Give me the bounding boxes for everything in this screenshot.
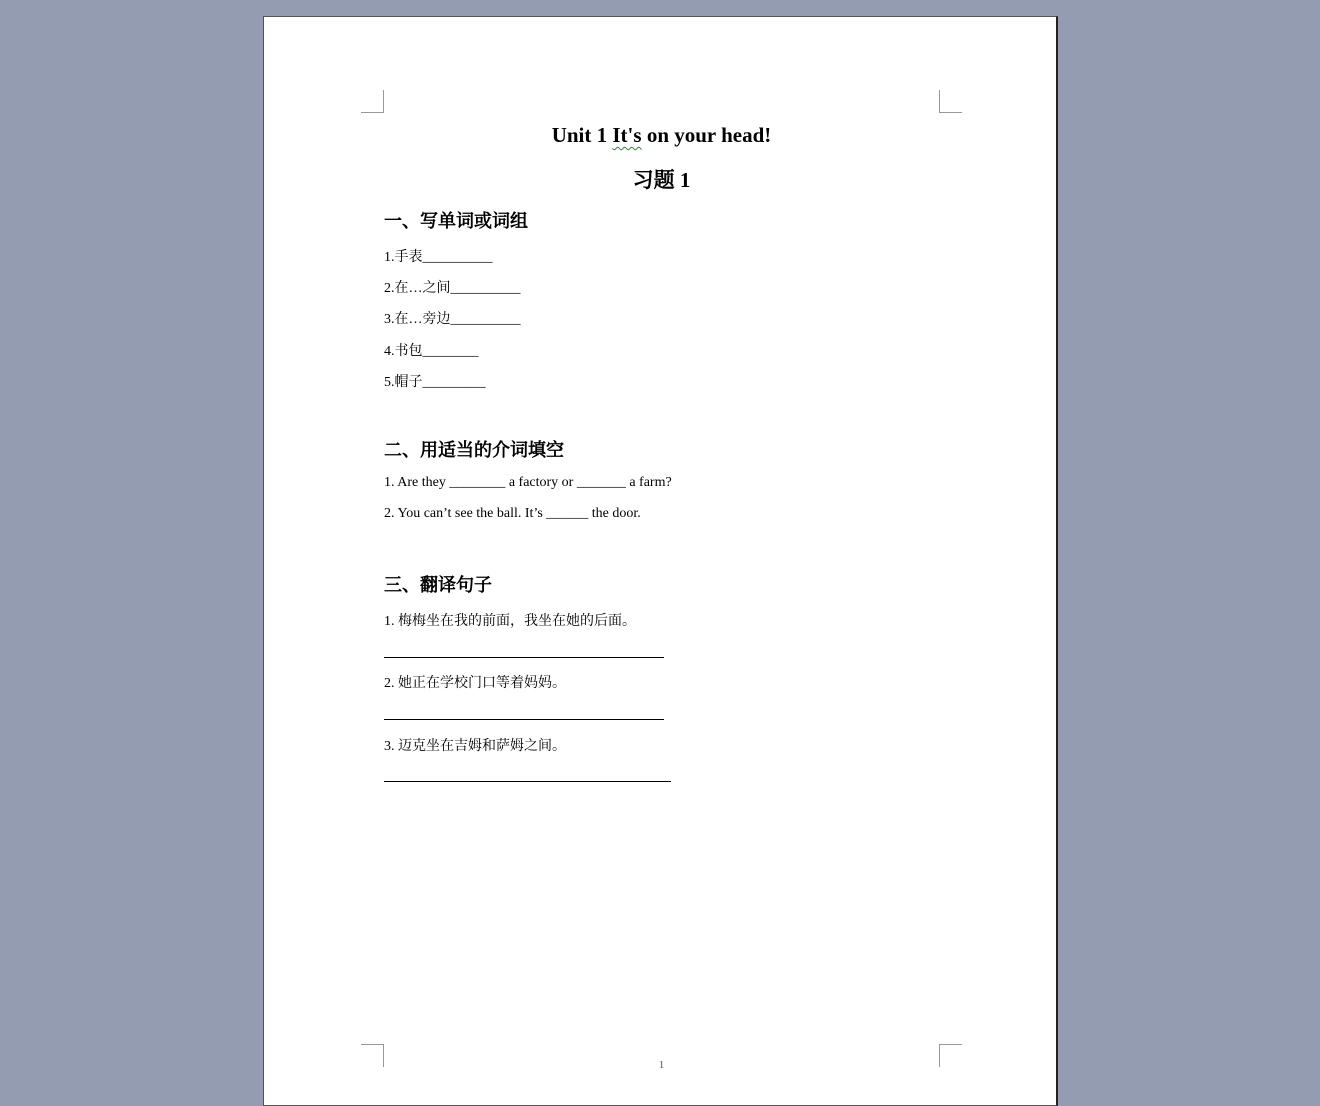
margin-corner-top-left [361, 90, 384, 113]
vocab-item-1: 1.手表__________ [384, 250, 493, 265]
vocab-item-2: 2.在…之间__________ [384, 281, 521, 296]
translation-item-3: 3. 迈克坐在吉姆和萨姆之间。 [384, 739, 566, 754]
preposition-item-1: 1. Are they ________ a factory or _______ a farm? [384, 475, 672, 490]
title-prefix: Unit 1 [551, 123, 613, 147]
answer-line-2 [384, 719, 664, 720]
vocab-item-5: 5.帽子_________ [384, 375, 486, 390]
vocab-item-4: 4.书包________ [384, 344, 479, 359]
section-heading-2: 二、用适当的介词填空 [384, 440, 564, 460]
document-page [263, 16, 1058, 1106]
answer-line-1 [384, 657, 664, 658]
page-number: 1 [658, 1059, 665, 1071]
translation-item-2: 2. 她正在学校门口等着妈妈。 [384, 676, 566, 691]
translation-item-1: 1. 梅梅坐在我的前面，我坐在她的后面。 [384, 614, 636, 629]
title-suffix: on your head! [641, 123, 772, 147]
answer-line-3 [384, 781, 671, 782]
margin-corner-top-right [939, 90, 962, 113]
document-subtitle: 习题 1 [632, 168, 691, 192]
section-heading-3: 三、翻译句子 [384, 575, 492, 595]
document-title [264, 123, 1059, 148]
preposition-item-2: 2. You can’t see the ball. It’s ______ the door. [384, 506, 641, 521]
section-heading-1: 一、写单词或词组 [384, 211, 528, 231]
vocab-item-3: 3.在…旁边__________ [384, 312, 521, 327]
title-spellcheck-word: It's [612, 123, 642, 147]
